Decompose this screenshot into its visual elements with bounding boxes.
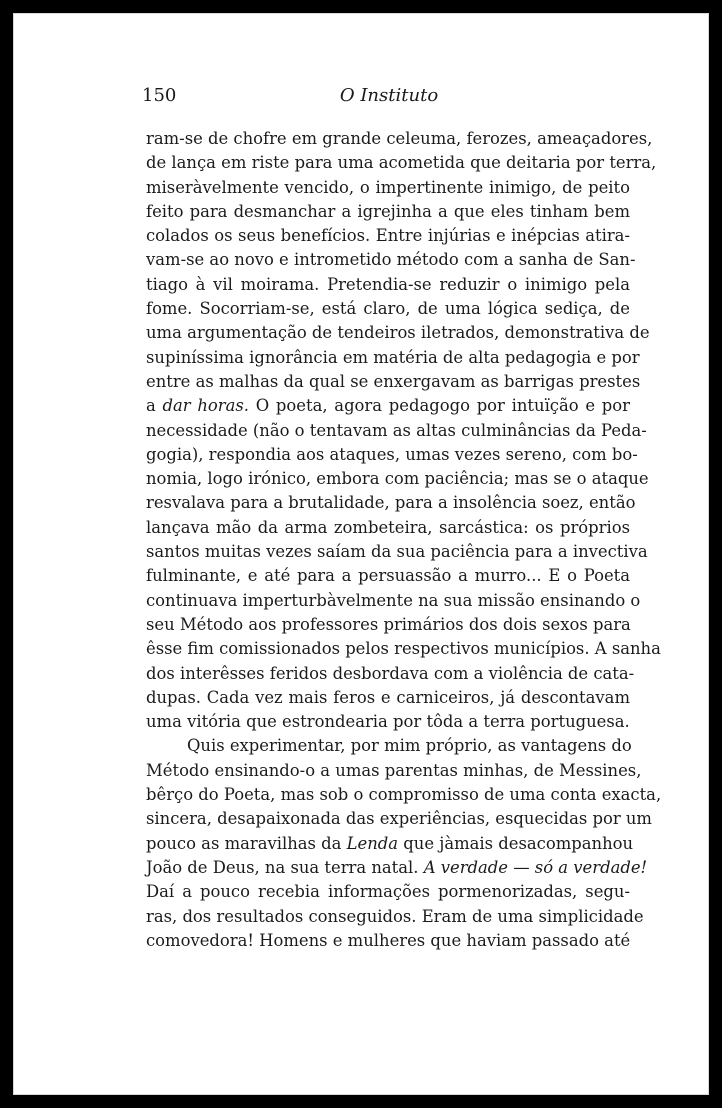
text-line: ram-se de chofre em grande celeuma, ferozes, ameaçadores, [146, 129, 653, 148]
page-number: 150 [142, 85, 177, 106]
text-line: dos interêsses feridos desbordava com a violência de cata- [146, 663, 635, 683]
text-line: gogia), respondia aos ataques, umas vezes sereno, com bo- [146, 444, 638, 464]
text-line: Quis experimentar, por mim próprio, as vantagens do [187, 736, 632, 756]
text-line: santos muitas vezes saíam da sua paciência para a invectiva [146, 542, 648, 562]
book-page [13, 13, 709, 1095]
text-line: uma argumentação de tendeiros iletrados, demonstrativa de [146, 323, 650, 343]
text-line: êsse fim comissionados pelos respectivos municípios. A sanha [146, 639, 661, 659]
text-line: de lança em riste para uma acometida que deitaria por terra, [146, 153, 657, 173]
text-line: seu Método aos professores primários dos dois sexos para [146, 614, 631, 634]
text-segment: a [146, 396, 163, 416]
text-line: necessidade (não o tentavam as altas culminâncias da Peda- [146, 420, 647, 440]
journal-title: O Instituto [339, 85, 439, 106]
text-line: miseràvelmente vencido, o impertinente inimigo, de peito [146, 177, 630, 197]
text-line: continuava imperturbàvelmente na sua missão ensinando o [146, 590, 641, 610]
text-line: supiníssima ignorância em matéria de alta pedagogia e por [146, 347, 640, 367]
text-line: colados os seus benefícios. Entre injúrias e inépcias atira- [146, 226, 630, 246]
running-head [142, 81, 636, 111]
text-line: vam-se ao novo e intrometido método com a sanha de San- [146, 250, 636, 270]
text-segment: O poeta, agora pedagogo por intuïção e por [249, 396, 630, 416]
text-line: ras, dos resultados conseguidos. Eram de uma simplicidade [146, 906, 644, 926]
text-line: Método ensinando-o a umas parentas minhas, de Messines, [146, 760, 642, 780]
text-line: comovedora! Homens e mulheres que haviam passado até [146, 930, 631, 950]
text-line: bêrço do Poeta, mas sob o compromisso de uma conta exacta, [146, 785, 662, 805]
text-line: resvalava para a brutalidade, para a insolência soez, então [146, 493, 636, 513]
body-text [146, 127, 662, 953]
text-line: fulminante, e até para a persuassão a murro... E o Poeta [146, 566, 630, 586]
text-segment: que jàmais desacompanhou [398, 833, 634, 853]
text-line: nomia, logo irónico, embora com paciência; mas se o ataque [146, 469, 649, 489]
text-line: fome. Socorriam-se, está claro, de uma lógica sediça, de [146, 299, 630, 319]
text-line: feito para desmanchar a igrejinha a que eles tinham bem [146, 201, 630, 221]
italic-phrase: A verdade — só a verdade! [423, 857, 648, 877]
text-line: dupas. Cada vez mais feros e carniceiros, já descontavam [146, 687, 630, 707]
text-line [146, 394, 630, 418]
text-line [146, 832, 634, 856]
text-line: tiago à vil moirama. Pretendia-se reduzir o inimigo pela [146, 274, 630, 294]
text-segment: João de Deus, na sua terra natal. [146, 857, 424, 877]
italic-phrase: Lenda [346, 833, 399, 853]
text-line: lançava mão da arma zombeteira, sarcástica: os próprios [146, 517, 630, 537]
italic-phrase: dar horas. [162, 396, 250, 416]
text-segment: pouco as maravilhas da [146, 833, 347, 853]
text-line: uma vitória que estrondearia por tôda a terra portuguesa. [146, 712, 630, 732]
text-line [146, 856, 648, 880]
text-line: Daí a pouco recebia informações pormenorizadas, segu- [146, 882, 630, 902]
text-line: entre as malhas da qual se enxergavam as barrigas prestes [146, 371, 641, 391]
text-line: sincera, desapaixonada das experiências, esquecidas por um [146, 809, 652, 829]
